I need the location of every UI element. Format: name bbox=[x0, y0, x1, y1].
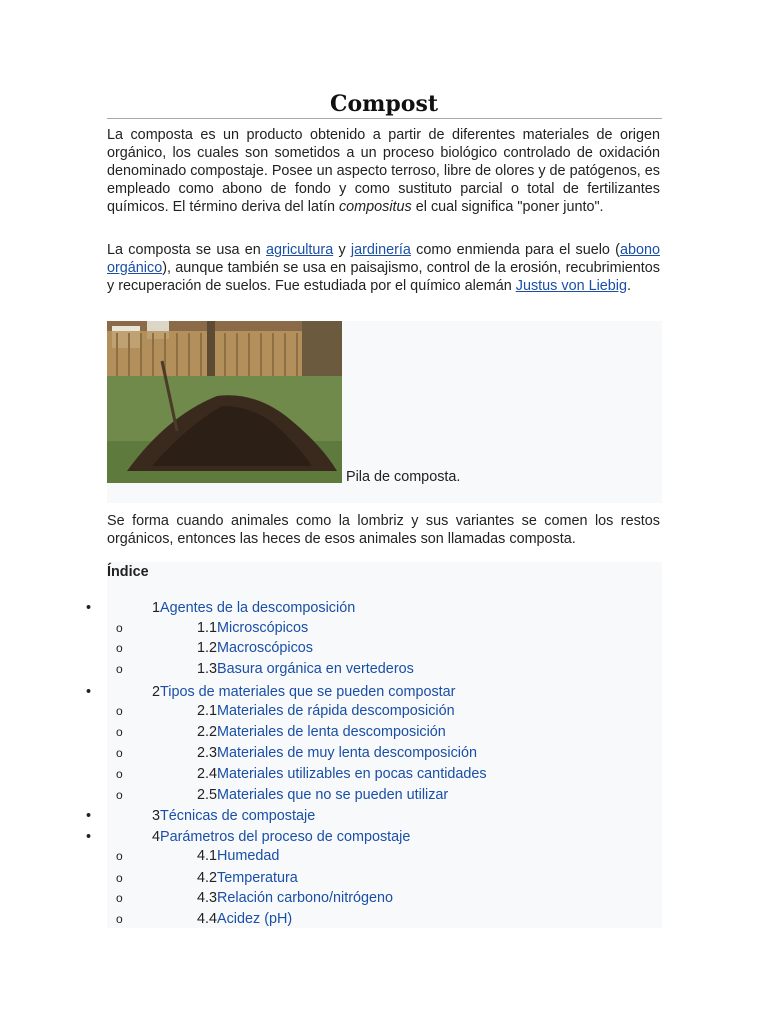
toc-number: 1.3 bbox=[197, 661, 218, 677]
toc-number: 2 bbox=[152, 684, 161, 700]
page-title: Compost bbox=[329, 91, 439, 117]
circle-bullet-icon: o bbox=[116, 725, 123, 739]
link-jardineria[interactable]: jardinería bbox=[350, 242, 411, 258]
toc-item[interactable] bbox=[0, 785, 768, 805]
toc-link[interactable]: Basura orgánica en vertederos bbox=[217, 661, 414, 677]
circle-bullet-icon: o bbox=[116, 849, 123, 863]
toc-link[interactable]: Materiales de rápida descomposición bbox=[217, 703, 455, 719]
bullet-icon: • bbox=[86, 600, 92, 616]
figure-caption: Pila de composta. bbox=[346, 469, 461, 485]
circle-bullet-icon: o bbox=[116, 662, 123, 676]
toc-number: 4.4 bbox=[197, 911, 218, 927]
toc-item-entry bbox=[197, 785, 448, 805]
toc-item-entry bbox=[197, 868, 298, 888]
toc-number: 4.3 bbox=[197, 890, 218, 906]
toc-number: 3 bbox=[152, 808, 161, 824]
toc-item-entry bbox=[197, 618, 308, 638]
toc-number: 1.1 bbox=[197, 620, 218, 636]
toc-item-entry bbox=[197, 888, 393, 908]
toc-link[interactable]: Microscópicos bbox=[217, 620, 309, 636]
toc-item[interactable] bbox=[0, 618, 768, 638]
toc-link[interactable]: Humedad bbox=[217, 848, 280, 864]
toc-item[interactable] bbox=[0, 846, 768, 866]
usage-paragraph bbox=[107, 241, 660, 295]
toc-item[interactable] bbox=[0, 701, 768, 721]
intro-paragraph bbox=[107, 126, 660, 216]
circle-bullet-icon: o bbox=[116, 746, 123, 760]
circle-bullet-icon: o bbox=[116, 621, 123, 635]
toc-item[interactable] bbox=[0, 909, 768, 929]
figure-box bbox=[107, 321, 662, 503]
toc-item[interactable] bbox=[0, 638, 768, 658]
toc-number: 2.4 bbox=[197, 766, 218, 782]
toc-number: 4.1 bbox=[197, 848, 218, 864]
toc-link[interactable]: Macroscópicos bbox=[217, 640, 313, 656]
toc-item-entry bbox=[197, 743, 477, 763]
toc-item[interactable] bbox=[0, 743, 768, 763]
circle-bullet-icon: o bbox=[116, 788, 123, 802]
toc-link[interactable]: Relación carbono/nitrógeno bbox=[217, 890, 394, 906]
circle-bullet-icon: o bbox=[116, 912, 123, 926]
circle-bullet-icon: o bbox=[116, 767, 123, 781]
usage-text-4: ), aunque también se usa en paisajismo, control de la erosión, recubrimientos y recuperación de suelos. Fue estudiada por el químico alemán bbox=[107, 260, 660, 294]
toc-item-entry bbox=[197, 846, 279, 866]
toc-item[interactable] bbox=[0, 888, 768, 908]
intro-italic-term: compositus bbox=[338, 199, 412, 215]
toc-number: 4.2 bbox=[197, 870, 218, 886]
bullet-icon: • bbox=[86, 829, 92, 845]
intro-text-end: el cual significa "poner junto". bbox=[411, 199, 604, 215]
circle-bullet-icon: o bbox=[116, 891, 123, 905]
toc-number: 2.5 bbox=[197, 787, 218, 803]
toc-number: 1.2 bbox=[197, 640, 218, 656]
toc-item[interactable] bbox=[0, 722, 768, 742]
usage-text-1: La composta se usa en bbox=[107, 242, 267, 258]
toc-link[interactable]: Materiales de lenta descomposición bbox=[217, 724, 446, 740]
link-justus-von-liebig[interactable]: Justus von Liebig bbox=[515, 278, 627, 294]
toc-number: 2.2 bbox=[197, 724, 218, 740]
title-divider bbox=[107, 118, 662, 119]
circle-bullet-icon: o bbox=[116, 641, 123, 655]
toc-link[interactable]: Técnicas de compostaje bbox=[160, 808, 316, 824]
toc-link[interactable]: Agentes de la descomposición bbox=[160, 600, 356, 616]
toc-link[interactable]: Materiales utilizables en pocas cantidades bbox=[217, 766, 487, 782]
link-abono-organico[interactable]: abono orgánico bbox=[107, 242, 660, 276]
toc-link[interactable]: Tipos de materiales que se pueden compostar bbox=[160, 684, 456, 700]
compost-pile-image[interactable] bbox=[107, 321, 342, 483]
circle-bullet-icon: o bbox=[116, 871, 123, 885]
toc-item-entry bbox=[152, 598, 355, 618]
toc-item-entry bbox=[197, 722, 446, 742]
link-agricultura[interactable]: agricultura bbox=[266, 242, 334, 258]
toc-number: 1 bbox=[152, 600, 161, 616]
toc-item-entry bbox=[197, 909, 292, 929]
toc-number: 4 bbox=[152, 829, 161, 845]
formation-paragraph: Se forma cuando animales como la lombriz y sus variantes se comen los restos orgánicos, entonces las heces de esos animales son llamadas composta. bbox=[107, 513, 660, 547]
toc-link[interactable]: Materiales que no se pueden utilizar bbox=[217, 787, 449, 803]
toc-item[interactable] bbox=[0, 868, 768, 888]
toc-number: 2.1 bbox=[197, 703, 218, 719]
toc-item[interactable] bbox=[0, 827, 768, 847]
toc-item-entry bbox=[197, 659, 414, 679]
toc-item-entry bbox=[152, 682, 455, 702]
intro-text: La composta es un producto obtenido a partir de diferentes materiales de origen orgánico, los cuales son sometidos a un proceso biológico controlado de oxidación denominado compostaje. Posee un aspecto terroso, libre de olores y de patógenos, es empleado como abono de fondo y como sustituto parcial o total de fertilizantes químicos. El término deriva del latín bbox=[107, 127, 660, 215]
circle-bullet-icon: o bbox=[116, 704, 123, 718]
toc-number: 2.3 bbox=[197, 745, 218, 761]
toc-item-entry bbox=[152, 827, 410, 847]
toc-item[interactable] bbox=[0, 764, 768, 784]
toc-item-entry bbox=[197, 638, 313, 658]
toc-title: Índice bbox=[107, 564, 149, 580]
toc-link[interactable]: Materiales de muy lenta descomposición bbox=[217, 745, 477, 761]
toc-item[interactable] bbox=[0, 682, 768, 702]
usage-text-5: . bbox=[626, 278, 631, 294]
bullet-icon: • bbox=[86, 684, 92, 700]
usage-text-2: y bbox=[333, 242, 351, 258]
toc-item-entry bbox=[152, 806, 315, 826]
toc-item-entry bbox=[197, 764, 487, 784]
toc-item-entry bbox=[197, 701, 455, 721]
bullet-icon: • bbox=[86, 808, 92, 824]
toc-item[interactable] bbox=[0, 659, 768, 679]
toc-link[interactable]: Temperatura bbox=[217, 870, 298, 886]
toc-link[interactable]: Parámetros del proceso de compostaje bbox=[160, 829, 411, 845]
toc-link[interactable]: Acidez (pH) bbox=[217, 911, 293, 927]
toc-item[interactable] bbox=[0, 598, 768, 618]
usage-text-3: como enmienda para el suelo ( bbox=[410, 242, 620, 258]
toc-item[interactable] bbox=[0, 806, 768, 826]
